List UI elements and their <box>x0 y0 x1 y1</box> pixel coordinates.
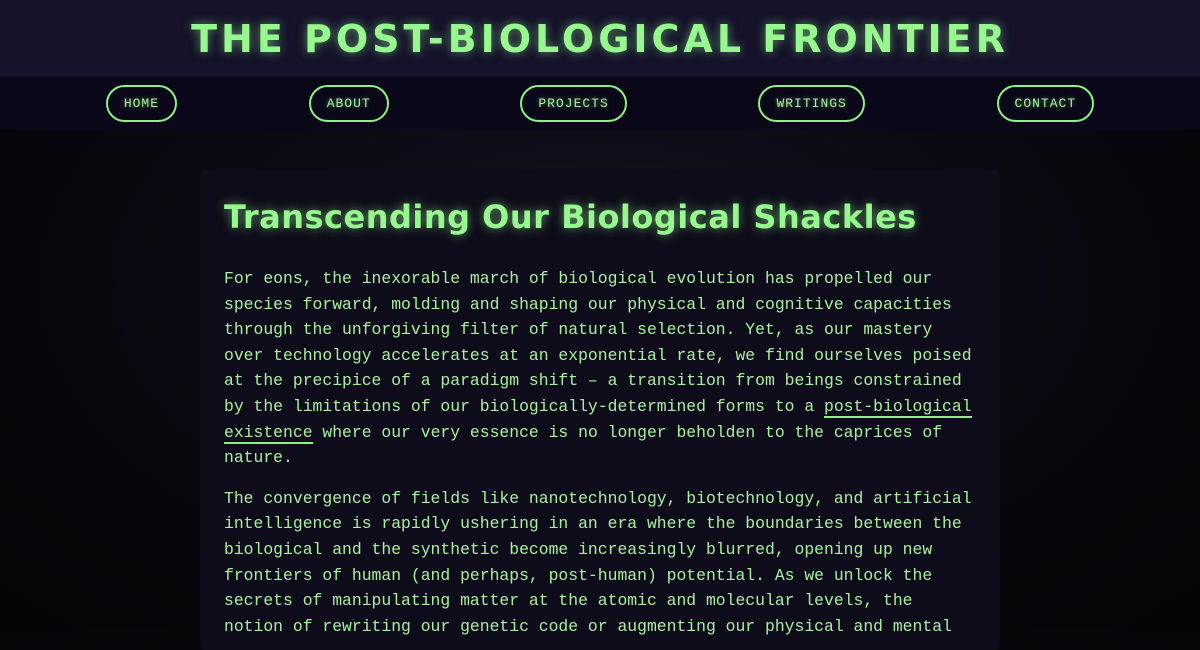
site-title: THE POST-BIOLOGICAL FRONTIER <box>191 16 1009 61</box>
post-biological-link[interactable]: post-biological existence <box>224 396 972 442</box>
paragraph-1 <box>224 266 976 471</box>
nav-about[interactable]: ABOUT <box>309 85 389 122</box>
article <box>200 170 1000 650</box>
main-nav <box>0 77 1200 130</box>
paragraph-2: The convergence of fields like nanotechnology, biotechnology, and artificial intelligence is rapidly ushering in an era where the boundaries between the biological and the synthetic become increasingly blurred, opening up new frontiers of human (and perhaps, post-human) potential. As we unlock the secrets of manipulating matter at the atomic and molecular levels, the notion of rewriting our genetic code or augmenting our physical and mental <box>224 488 972 636</box>
paragraph-text: For eons, the inexorable march of biological evolution has propelled our species forward, molding and shaping our physical and cognitive capacities through the unforgiving filter of natural selection. Yet, as our mastery over technology accelerates at an exponential rate, we find ourselves poised at the precipice of a paradigm shift – a transition from beings constrained by the limitations of our biologically-determined forms to a <box>224 269 972 416</box>
nav-contact[interactable]: CONTACT <box>997 85 1095 122</box>
site-header <box>0 0 1200 77</box>
nav-home[interactable]: HOME <box>106 85 177 122</box>
article-title: Transcending Our Biological Shackles <box>224 198 917 236</box>
nav-writings[interactable]: WRITINGS <box>758 85 864 122</box>
nav-projects[interactable]: PROJECTS <box>520 85 626 122</box>
paragraph-text: where our very essence is no longer beholden to the caprices of nature. <box>224 422 943 468</box>
